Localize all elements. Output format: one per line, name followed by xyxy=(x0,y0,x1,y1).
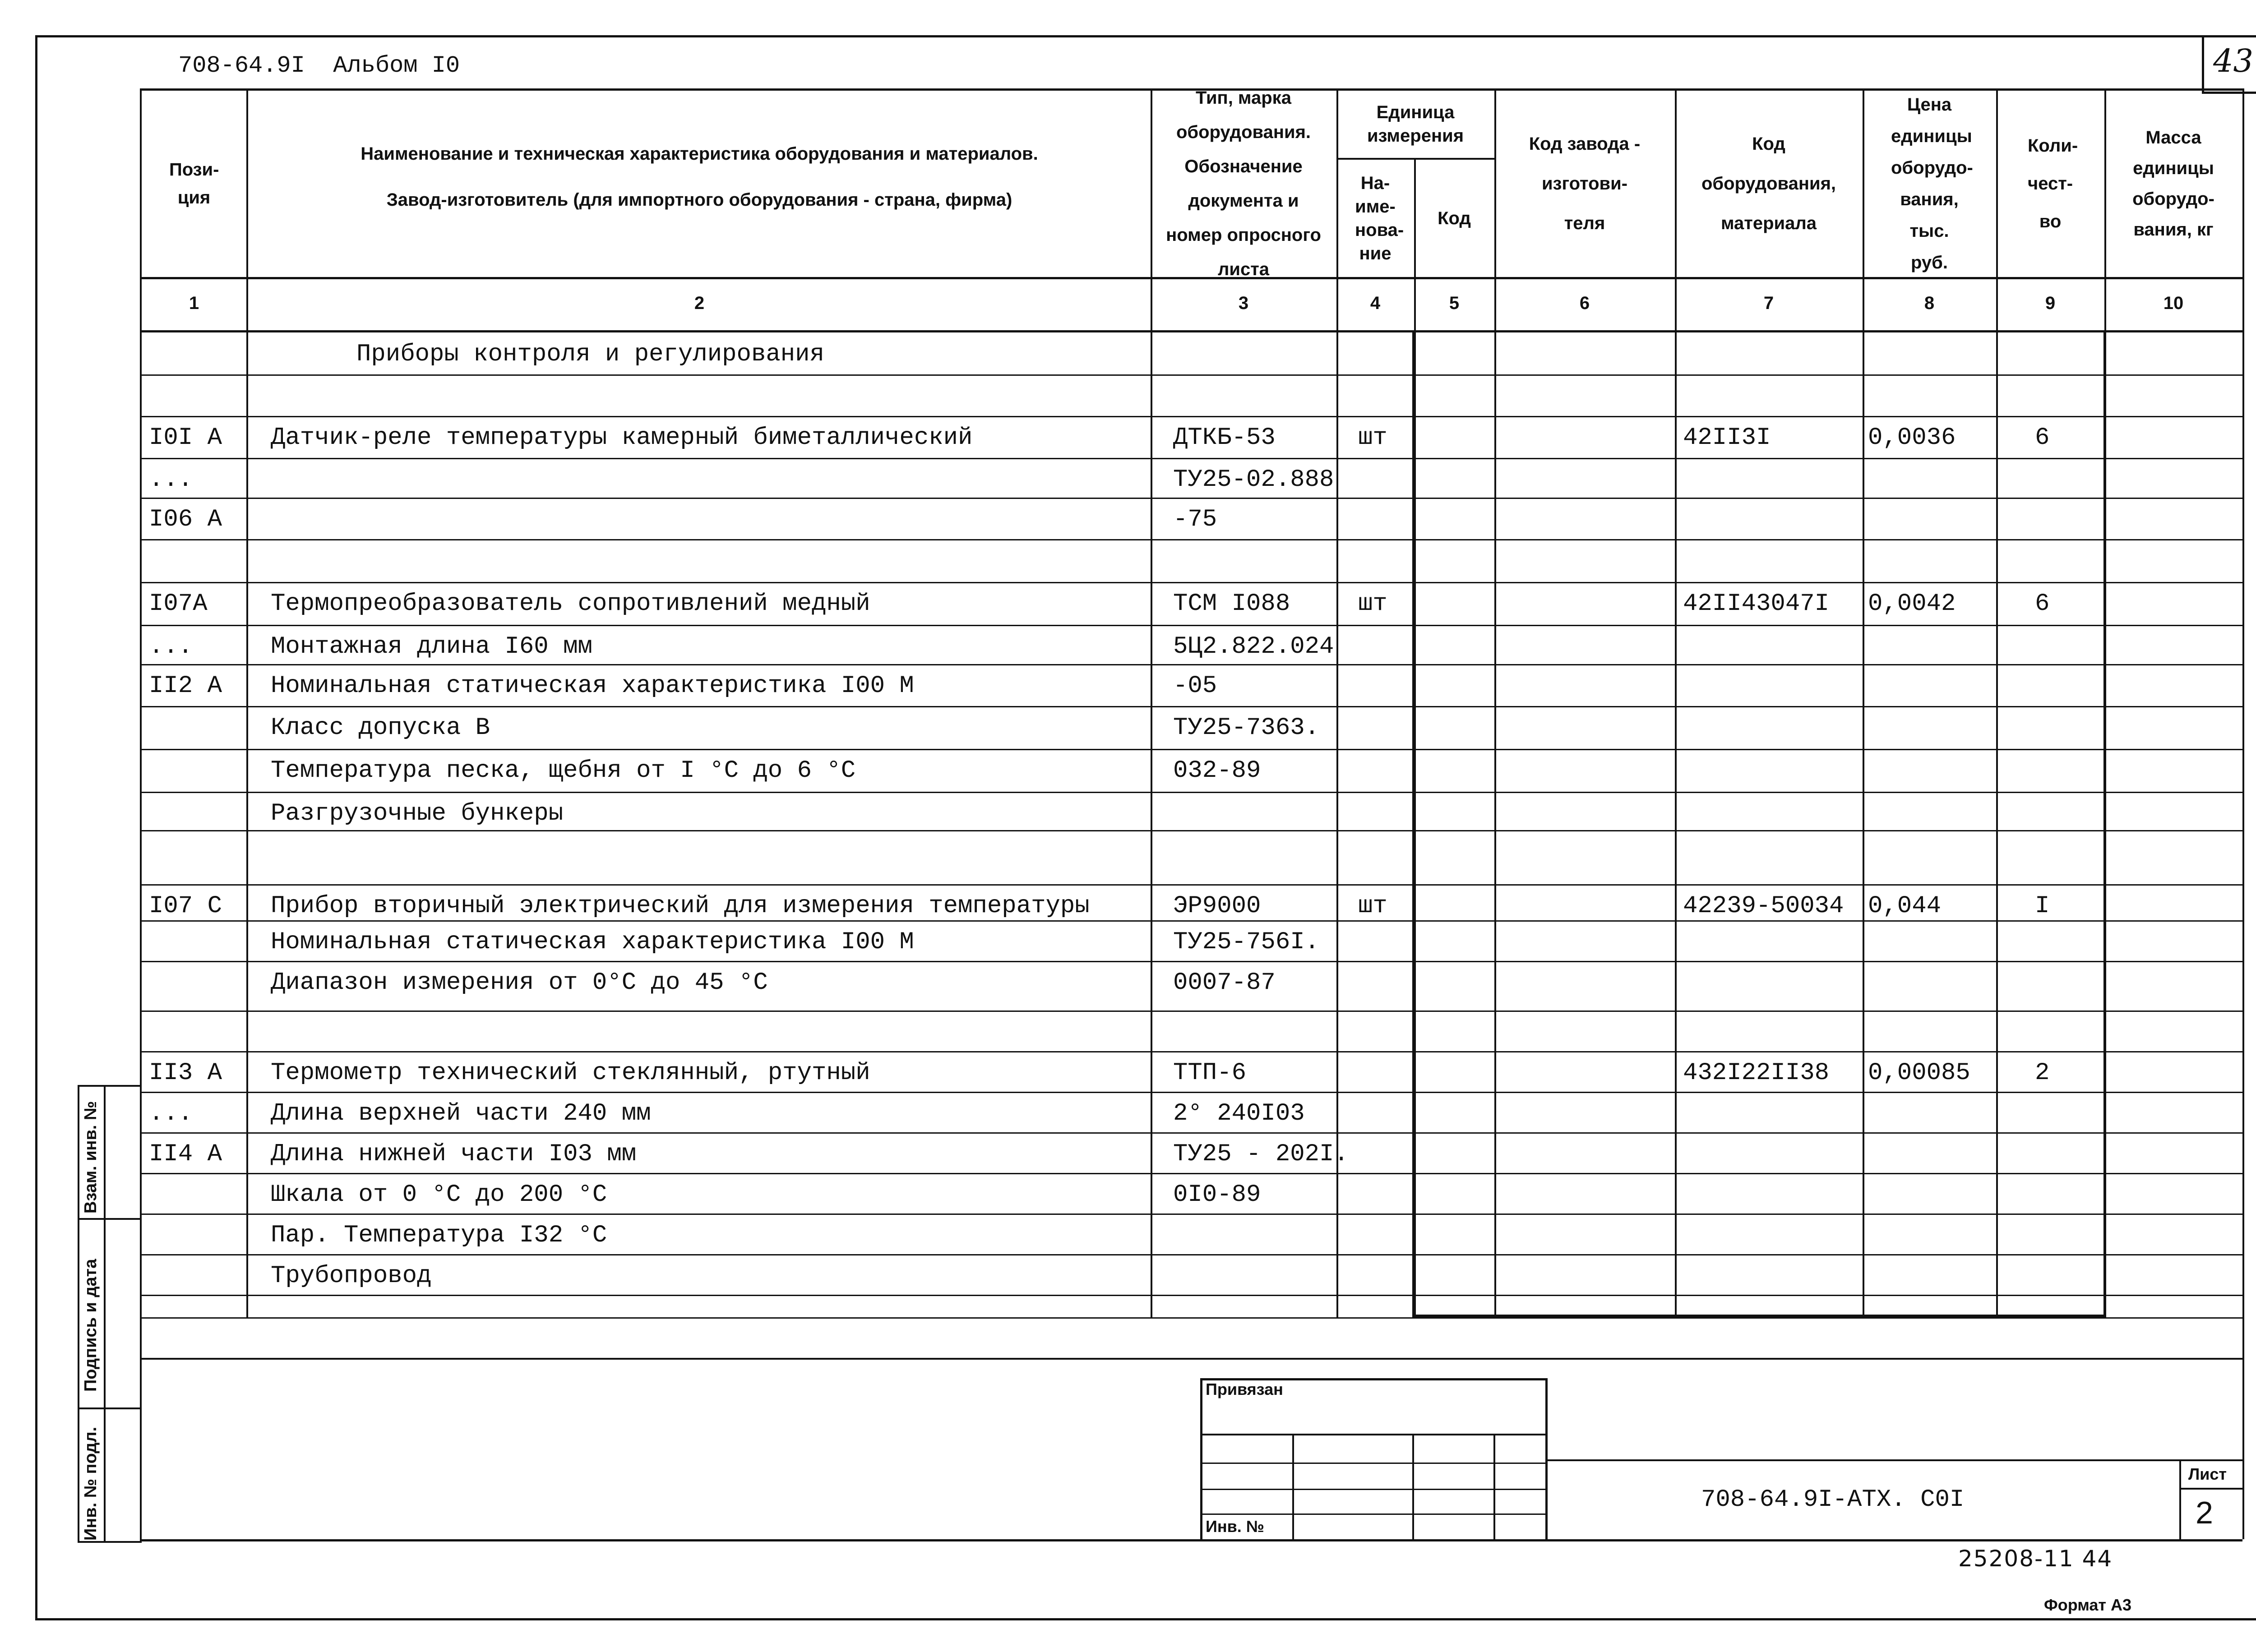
row-type: ТУ25 - 202I. xyxy=(1173,1140,1349,1168)
row-name: Приборы контроля и регулирования xyxy=(356,341,824,368)
row-type: 0007-87 xyxy=(1173,969,1276,997)
header-type: Тип, марка оборудования. Обозначение документа и номер опросного листа xyxy=(1166,88,1321,279)
row-name: Диапазон измерения от 0°С до 45 °С xyxy=(271,969,768,997)
side-label-signature: Подпись и дата xyxy=(81,1259,100,1392)
row-price: 0,0042 xyxy=(1868,590,1956,618)
header-price: Цена единицы оборудо- вания, тыс. руб. xyxy=(1891,95,1973,272)
row-unit: шт xyxy=(1358,424,1387,452)
col-number-3: 3 xyxy=(1238,293,1249,313)
header-equipment-code: Код оборудования, материала xyxy=(1701,134,1836,233)
archive-number: 25208-11 44 xyxy=(1958,1546,2113,1572)
row-quantity: 6 xyxy=(2035,590,2050,618)
row-price: 0,00085 xyxy=(1868,1059,1970,1087)
row-unit: шт xyxy=(1358,590,1387,618)
row-name: Номинальная статическая характеристика I00 М xyxy=(271,672,914,700)
stamp-inventory-label: Инв. № xyxy=(1206,1517,1264,1536)
row-equipment-code: 42II3I xyxy=(1683,424,1771,452)
row-position: ... xyxy=(149,633,193,660)
row-name: Номинальная статическая характеристика I00 М xyxy=(271,928,914,956)
row-equipment-code: 432I22II38 xyxy=(1683,1059,1830,1087)
row-position: ... xyxy=(149,466,193,494)
row-equipment-code: 42II43047I xyxy=(1683,590,1830,618)
row-price: 0,044 xyxy=(1868,892,1942,920)
col-number-5: 5 xyxy=(1449,293,1460,313)
row-type: -05 xyxy=(1173,672,1217,700)
row-position: I06 А xyxy=(149,506,222,533)
sheet-number: 2 xyxy=(2196,1495,2213,1530)
row-type: ТУ25-02.888 xyxy=(1173,466,1334,494)
row-name: Длина верхней части 240 мм xyxy=(271,1100,651,1127)
header-mass: Масса единицы оборудо- вания, кг xyxy=(2132,128,2214,240)
row-equipment-code: 42239-50034 xyxy=(1683,892,1844,920)
col-number-10: 10 xyxy=(2163,293,2184,313)
side-label-inventory: Инв. № подл. xyxy=(81,1426,100,1541)
row-type: ДТКБ-53 xyxy=(1173,424,1276,452)
col-number-9: 9 xyxy=(2045,293,2056,313)
row-position: II4 А xyxy=(149,1140,222,1168)
row-type: 0I0-89 xyxy=(1173,1181,1261,1209)
row-type: 2° 240I03 xyxy=(1173,1100,1305,1127)
row-type: ТСМ I088 xyxy=(1173,590,1290,618)
format-label: Формат А3 xyxy=(2044,1596,2132,1614)
row-position: I07А xyxy=(149,590,208,618)
binding-stamp xyxy=(1200,1378,1548,1539)
row-position: ... xyxy=(149,1100,193,1127)
col-number-7: 7 xyxy=(1763,293,1774,313)
row-quantity: 2 xyxy=(2035,1059,2050,1087)
row-price: 0,0036 xyxy=(1868,424,1956,452)
col-number-4: 4 xyxy=(1370,293,1381,313)
document-code: 708-64.9I-АТХ. С0I xyxy=(1701,1486,1965,1514)
row-type: ТУ25-756I. xyxy=(1173,928,1320,956)
sheet-label: Лист xyxy=(2188,1465,2227,1483)
row-type: -75 xyxy=(1173,506,1217,533)
header-factory-code: Код завода - изготови- теля xyxy=(1529,134,1641,233)
row-unit: шт xyxy=(1358,892,1387,920)
row-position: I07 С xyxy=(149,892,222,920)
row-name: Монтажная длина I60 мм xyxy=(271,633,592,660)
row-name: Датчик-реле температуры камерный биметаллический xyxy=(271,424,973,452)
row-name: Трубопровод xyxy=(271,1262,432,1290)
row-name: Длина нижней части I03 мм xyxy=(271,1140,637,1168)
row-type: 5Ц2.822.024 xyxy=(1173,633,1334,660)
header-unit-code: Код xyxy=(1438,208,1471,228)
row-type: ЭР9000 xyxy=(1173,892,1261,920)
header-unit-name: На- име- нова- ние xyxy=(1355,173,1404,263)
row-name: Пар. Температура I32 °С xyxy=(271,1222,607,1249)
album-reference: 708-64.9I Альбом I0 xyxy=(178,52,460,79)
row-type: 032-89 xyxy=(1173,757,1261,784)
row-name: Термометр технический стеклянный, ртутный xyxy=(271,1059,870,1087)
row-quantity: I xyxy=(2035,892,2050,920)
row-name: Прибор вторичный электрический для измерения температуры xyxy=(271,892,1090,920)
col-number-2: 2 xyxy=(694,293,705,313)
col-number-8: 8 xyxy=(1924,293,1935,313)
row-position: II2 А xyxy=(149,672,222,700)
page-corner-number: 43 xyxy=(2213,42,2254,79)
header-quantity: Коли- чест- во xyxy=(2028,136,2078,231)
side-label-replacement: Взам. инв. № xyxy=(81,1101,100,1214)
row-type: ТУ25-7363. xyxy=(1173,714,1320,742)
row-name: Температура песка, щебня от I °С до 6 °С xyxy=(271,757,856,784)
row-name: Шкала от 0 °С до 200 °С xyxy=(271,1181,607,1209)
col-number-6: 6 xyxy=(1579,293,1590,313)
row-position: I0I А xyxy=(149,424,222,452)
row-name: Разгрузочные бункеры xyxy=(271,800,564,827)
stamp-attached-label: Привязан xyxy=(1206,1380,1283,1398)
row-position: II3 А xyxy=(149,1059,222,1087)
col-number-1: 1 xyxy=(189,293,199,313)
row-name: Класс допуска В xyxy=(271,714,490,742)
row-type: ТТП-6 xyxy=(1173,1059,1247,1087)
header-unit-group: Единица измерения xyxy=(1367,102,1464,146)
row-name: Термопреобразователь сопротивлений медный xyxy=(271,590,870,618)
row-quantity: 6 xyxy=(2035,424,2050,452)
header-position: Пози- ция xyxy=(169,160,219,208)
header-name: Наименование и техническая характеристика оборудования и материалов. Завод-изготовитель (для импортного оборудования - страна, фирма) xyxy=(361,144,1038,210)
